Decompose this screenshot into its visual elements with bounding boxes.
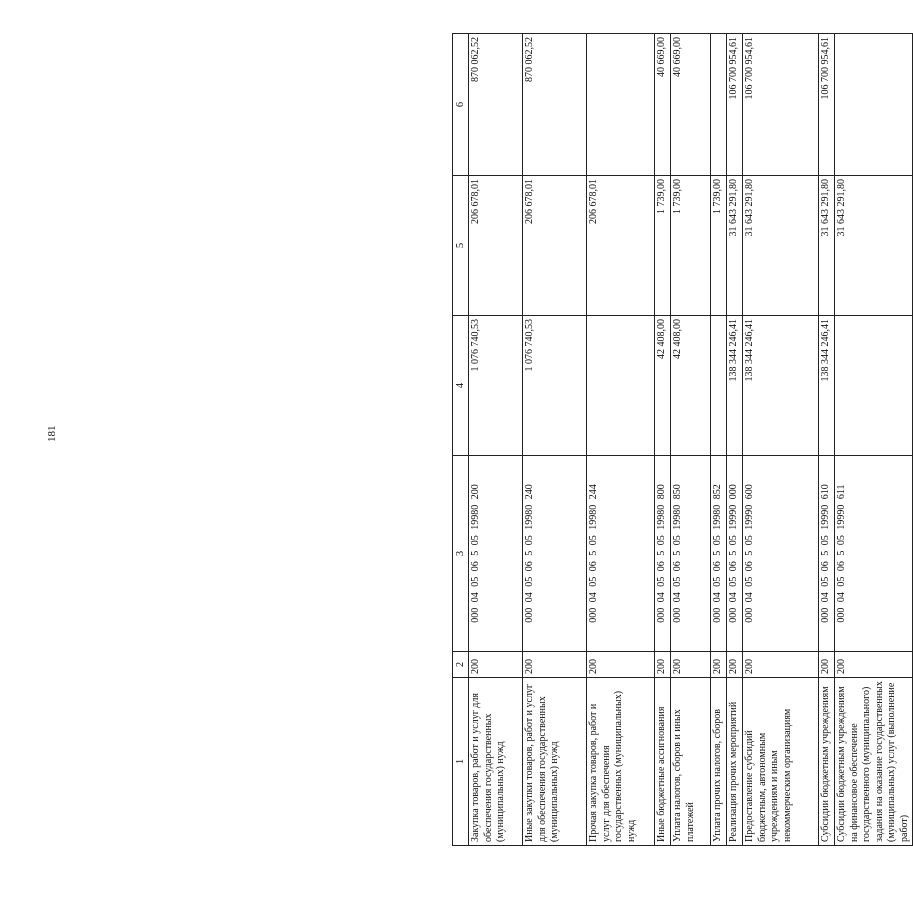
row-budget-code: 000 04 05 06 5 05 19990 600 [743,456,819,652]
row-value-5: 1 739,00 [671,176,711,316]
row-code-2: 200 [819,652,835,678]
table-row [711,34,727,846]
row-value-4: 42 408,00 [655,316,671,456]
row-budget-code: 000 04 05 06 5 05 19990 611 [835,456,913,652]
row-budget-code: 000 04 05 06 5 05 19980 850 [671,456,711,652]
document-page [452,34,910,846]
row-value-5: 206 678,01 [523,176,587,316]
column-header: 3 [453,456,469,652]
row-code-2: 200 [469,652,523,678]
row-value-5: 206 678,01 [587,176,655,316]
row-value-4 [835,316,913,456]
row-code-2: 200 [743,652,819,678]
table-row [727,34,743,846]
row-value-6: 40 669,00 [671,34,711,176]
row-value-4: 138 344 246,41 [743,316,819,456]
column-header: 1 [453,678,469,846]
row-code-2: 200 [711,652,727,678]
row-value-5: 31 643 291,80 [819,176,835,316]
row-value-5: 31 643 291,80 [835,176,913,316]
row-value-4: 1 076 740,53 [523,316,587,456]
row-name: Реализация прочих мероприятий [727,678,743,846]
table-row [835,34,913,846]
column-header: 5 [453,176,469,316]
row-code-2: 200 [727,652,743,678]
row-name: Предоставление субсидий бюджетным, автономным учреждениям и иным некоммерческим организациям [743,678,819,846]
row-budget-code: 000 04 05 06 5 05 19980 800 [655,456,671,652]
row-value-6: 870 062,52 [523,34,587,176]
table-row [655,34,671,846]
row-code-2: 200 [655,652,671,678]
row-name: Закупка товаров, работ и услуг для обеспечения государственных (муниципальных) нужд [469,678,523,846]
row-value-6 [587,34,655,176]
row-value-5: 31 643 291,80 [727,176,743,316]
row-code-2: 200 [587,652,655,678]
row-name: Иные закупки товаров, работ и услуг для обеспечения государственных (муниципальных) нужд [523,678,587,846]
row-value-4: 138 344 246,41 [727,316,743,456]
table-row [523,34,587,846]
row-name: Прочая закупка товаров, работ и услуг для обеспечения государственных (муниципальных) нужд [587,678,655,846]
table-row [469,34,523,846]
budget-table [452,33,913,846]
row-name: Иные бюджетные ассигнования [655,678,671,846]
table-row [819,34,835,846]
row-budget-code: 000 04 05 06 5 05 19990 000 [727,456,743,652]
row-value-6: 870 062,52 [469,34,523,176]
table-row [587,34,655,846]
row-code-2: 200 [523,652,587,678]
table-row [671,34,711,846]
row-value-4: 42 408,00 [671,316,711,456]
row-budget-code: 000 04 05 06 5 05 19980 240 [523,456,587,652]
row-value-6 [711,34,727,176]
row-value-6: 106 700 954,61 [819,34,835,176]
column-header: 2 [453,652,469,678]
row-code-2: 200 [835,652,913,678]
row-value-6: 106 700 954,61 [727,34,743,176]
table-row [743,34,819,846]
column-header: 6 [453,34,469,176]
page-number: 181 [46,425,58,442]
row-value-4 [587,316,655,456]
row-budget-code: 000 04 05 06 5 05 19990 610 [819,456,835,652]
row-value-5: 1 739,00 [655,176,671,316]
column-header: 4 [453,316,469,456]
row-name: Субсидии бюджетным учреждениям на финансовое обеспечение государственного (муниципального) задания на оказание государственных (муниципальных) услуг (выполнение работ) [835,678,913,846]
row-name: Уплата прочих налогов, сборов [711,678,727,846]
row-value-5: 31 643 291,80 [743,176,819,316]
row-value-6: 106 700 954,61 [743,34,819,176]
row-value-5: 1 739,00 [711,176,727,316]
row-value-5: 206 678,01 [469,176,523,316]
row-value-4 [711,316,727,456]
header-row [453,34,469,846]
row-code-2: 200 [671,652,711,678]
row-name: Субсидии бюджетным учреждениям [819,678,835,846]
row-value-6: 40 669,00 [655,34,671,176]
row-value-6 [835,34,913,176]
row-budget-code: 000 04 05 06 5 05 19980 200 [469,456,523,652]
row-budget-code: 000 04 05 06 5 05 19980 852 [711,456,727,652]
row-budget-code: 000 04 05 06 5 05 19980 244 [587,456,655,652]
row-value-4: 1 076 740,53 [469,316,523,456]
row-name: Уплата налогов, сборов и иных платежей [671,678,711,846]
row-value-4: 138 344 246,41 [819,316,835,456]
